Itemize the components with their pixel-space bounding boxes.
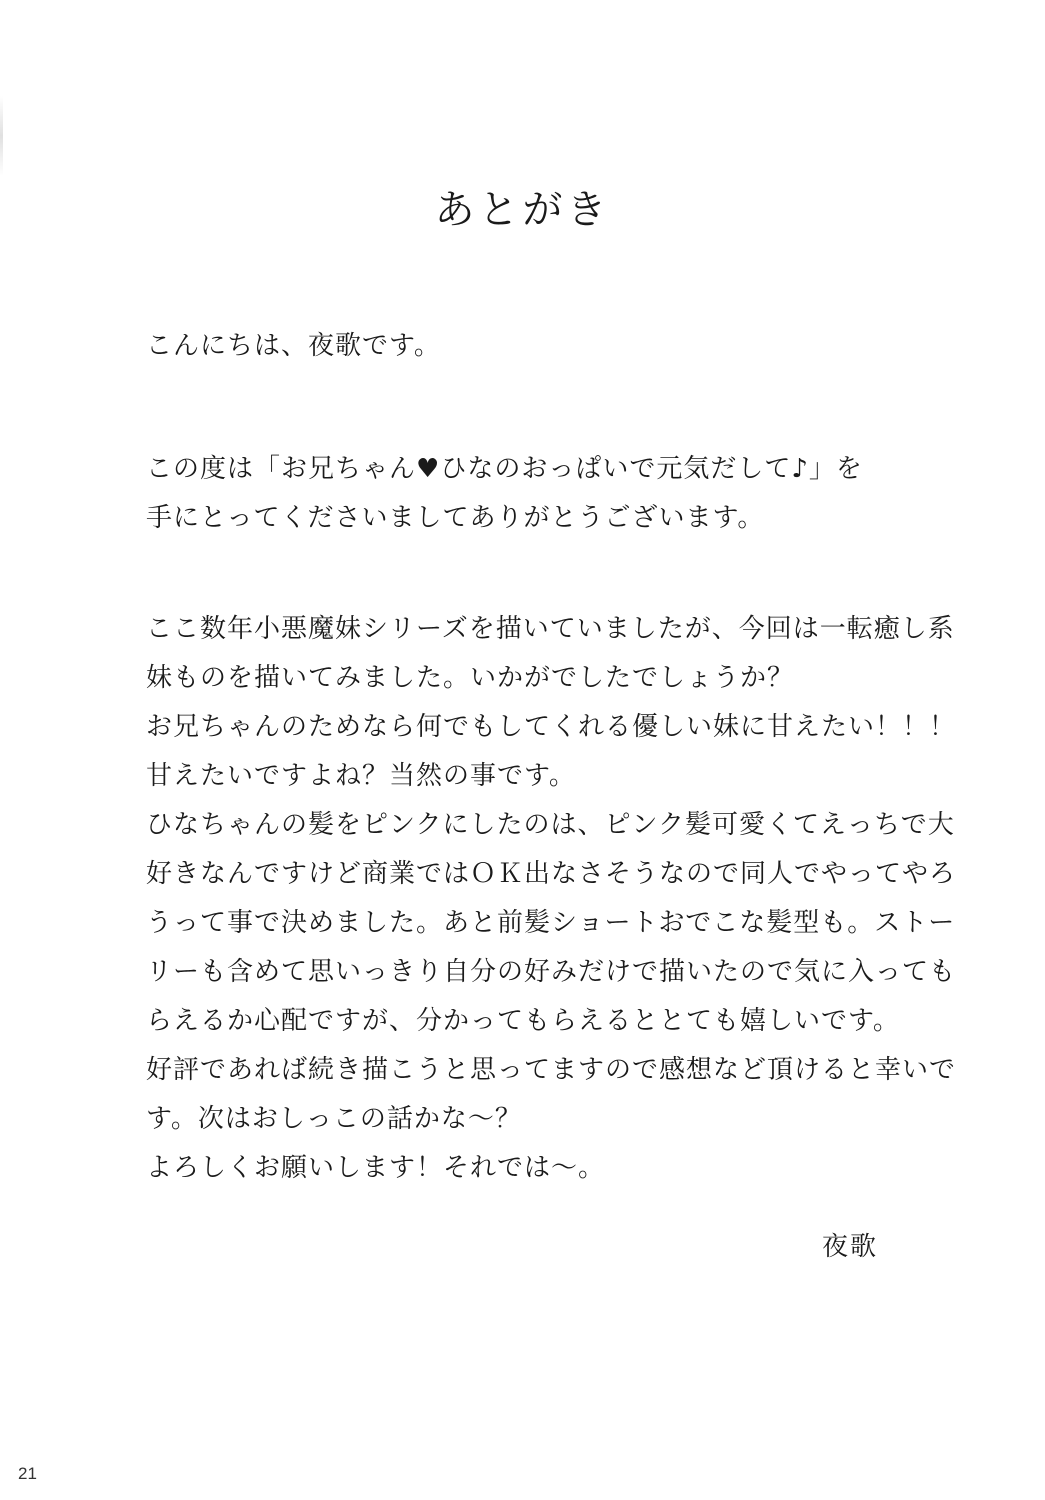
paragraph-gap <box>146 371 906 445</box>
body-line: お兄ちゃんのためなら何でもしてくれる優しい妹に甘えたい！！！ <box>146 712 957 742</box>
body-line: リーも含めて思いっきり自分の好みだけで描いたので気に入っても <box>146 957 957 987</box>
body-line: うって事で決めました。あと前髪ショートおでこな髪型も。ストー <box>146 908 956 938</box>
body-line: 妹ものを描いてみました。いかがでしたでしょうか？ <box>146 663 795 693</box>
author-signature: 夜歌 <box>822 1232 879 1262</box>
thanks-line-1 <box>146 445 906 494</box>
scan-edge-shadow <box>0 96 3 176</box>
body-line: 好きなんですけど商業ではＯＫ出なさそうなので同人でやってやろ <box>146 859 957 889</box>
body-line: す。次はおしっこの話かな～？ <box>146 1104 522 1134</box>
body-line: 好評であれば続き描こうと思ってますので感想など頂けると幸いで <box>146 1055 957 1085</box>
page-number: 21 <box>18 1464 37 1483</box>
heart-icon: ♥ <box>416 454 441 484</box>
body-line: 甘えたいですよね？当然の事です。 <box>146 761 576 791</box>
body-line: ここ数年小悪魔妹シリーズを描いていましたが、今回は一転癒し系 <box>146 614 955 644</box>
body-line: ひなちゃんの髪をピンクにしたのは、ピンク髪可愛くてえっちで大 <box>146 810 955 840</box>
thanks-line-1-pre: この度は「お兄ちゃん <box>146 454 417 484</box>
thanks-line-1-post: ひなのおっぱいで元気だして♪」を <box>440 454 863 484</box>
greeting-line: こんにちは、夜歌です。 <box>146 331 441 361</box>
thanks-line-2: 手にとってくださいましてありがとうございます。 <box>146 503 765 533</box>
page-title: あとがき <box>434 187 611 233</box>
body-line: よろしくお願いします！それでは～。 <box>146 1153 606 1183</box>
paragraph-gap <box>146 543 906 605</box>
afterword-body <box>146 322 957 1193</box>
body-line: らえるか心配ですが、分かってもらえるととても嬉しいです。 <box>146 1006 900 1036</box>
